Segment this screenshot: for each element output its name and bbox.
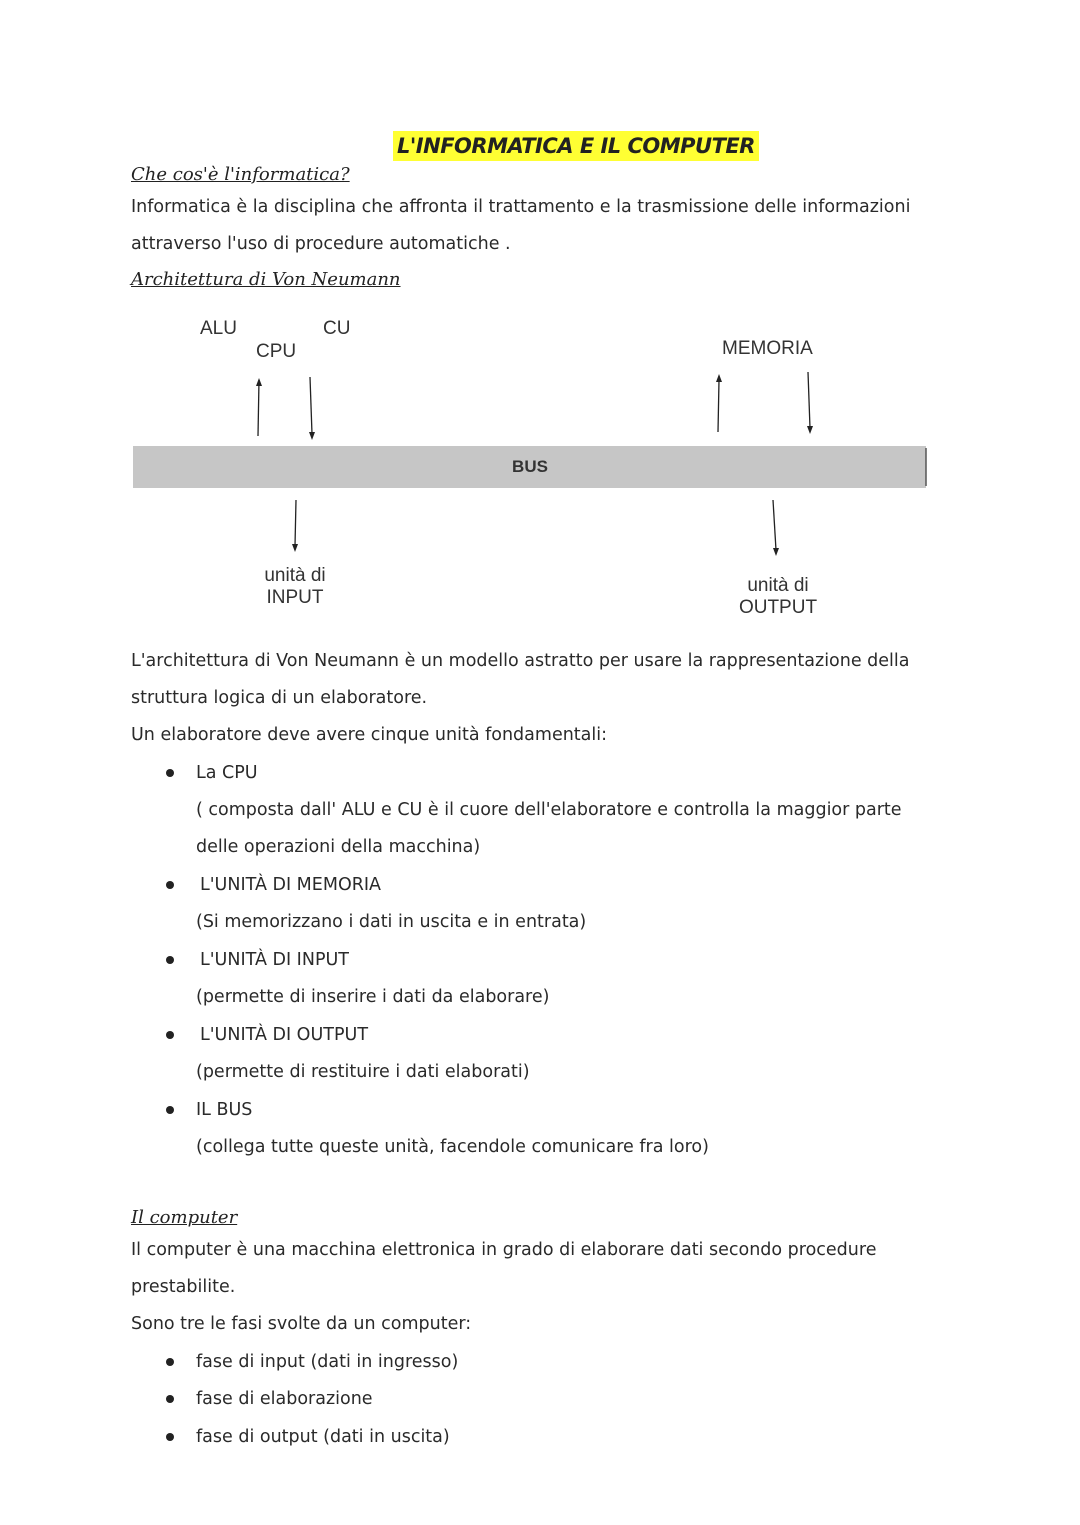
- paragraph-line: Sono tre le fasi svolte da un computer:: [131, 1314, 472, 1334]
- label-memoria: MEMORIA: [722, 338, 813, 359]
- bullet-icon: [166, 1031, 174, 1039]
- list-item-label: L'UNITÀ DI MEMORIA: [200, 875, 382, 895]
- phase-item: fase di input (dati in ingresso): [196, 1352, 459, 1372]
- arrowhead-icon: [716, 374, 722, 382]
- paragraph-line: L'architettura di Von Neumann è un modello astratto per usare la rappresentazione della: [131, 651, 910, 671]
- arrow-memoria-down: [808, 372, 810, 428]
- label-alu: ALU: [200, 318, 237, 339]
- document-title: L'INFORMATICA E IL COMPUTER: [393, 131, 759, 161]
- heading-von-neumann: Architettura di Von Neumann: [131, 269, 401, 290]
- arrow-output-down: [773, 500, 776, 550]
- bullet-icon: [166, 1433, 174, 1441]
- arrowhead-icon: [807, 426, 813, 434]
- label-cpu: CPU: [256, 341, 297, 362]
- list-item-desc: (Si memorizzano i dati in uscita e in entrata): [196, 912, 587, 932]
- label-output-line2: OUTPUT: [738, 597, 818, 618]
- arrowhead-icon: [773, 548, 779, 556]
- paragraph-line: prestabilite.: [131, 1277, 236, 1297]
- paragraph-line: struttura logica di un elaboratore.: [131, 688, 428, 708]
- arrow-cpu-down: [310, 377, 312, 434]
- bullet-icon: [166, 956, 174, 964]
- heading-informatica: Che cos'è l'informatica?: [131, 164, 350, 185]
- list-item-desc: delle operazioni della macchina): [196, 837, 481, 857]
- list-item-label: IL BUS: [196, 1100, 253, 1120]
- arrowhead-icon: [292, 544, 298, 552]
- arrow-memoria-up: [718, 380, 719, 432]
- label-bus: BUS: [512, 457, 548, 476]
- bullet-icon: [166, 881, 174, 889]
- phase-item: fase di elaborazione: [196, 1389, 373, 1409]
- bullet-icon: [166, 1106, 174, 1114]
- phase-item: fase di output (dati in uscita): [196, 1427, 450, 1447]
- bullet-icon: [166, 769, 174, 777]
- list-item-desc: (permette di restituire i dati elaborati): [196, 1062, 530, 1082]
- arrow-input-down: [295, 500, 296, 546]
- paragraph-line: attraverso l'uso di procedure automatiche .: [131, 234, 511, 254]
- list-item-desc: (permette di inserire i dati da elaborare): [196, 987, 550, 1007]
- label-input-line1: unità di: [264, 565, 326, 586]
- paragraph-line: Un elaboratore deve avere cinque unità fondamentali:: [131, 725, 608, 745]
- bullet-icon: [166, 1358, 174, 1366]
- list-item-label: La CPU: [196, 763, 258, 783]
- label-output-line1: unità di: [747, 575, 809, 596]
- arrowhead-icon: [309, 432, 315, 440]
- list-item-desc: ( composta dall' ALU e CU è il cuore dell'elaboratore e controlla la maggior parte: [196, 800, 902, 820]
- paragraph-line: Il computer è una macchina elettronica in grado di elaborare dati secondo procedure: [131, 1240, 877, 1260]
- list-item-desc: (collega tutte queste unità, facendole comunicare fra loro): [196, 1137, 709, 1157]
- bullet-icon: [166, 1395, 174, 1403]
- von-neumann-diagram: [0, 300, 1080, 630]
- paragraph-line: Informatica è la disciplina che affronta il trattamento e la trasmissione delle informazioni: [131, 197, 911, 217]
- list-item-label: L'UNITÀ DI OUTPUT: [200, 1025, 369, 1045]
- heading-computer: Il computer: [131, 1207, 238, 1228]
- label-input-line2: INPUT: [266, 587, 324, 608]
- label-cu: CU: [323, 318, 351, 339]
- arrow-cpu-up: [258, 380, 259, 436]
- list-item-label: L'UNITÀ DI INPUT: [200, 950, 349, 970]
- arrowhead-icon: [256, 378, 262, 386]
